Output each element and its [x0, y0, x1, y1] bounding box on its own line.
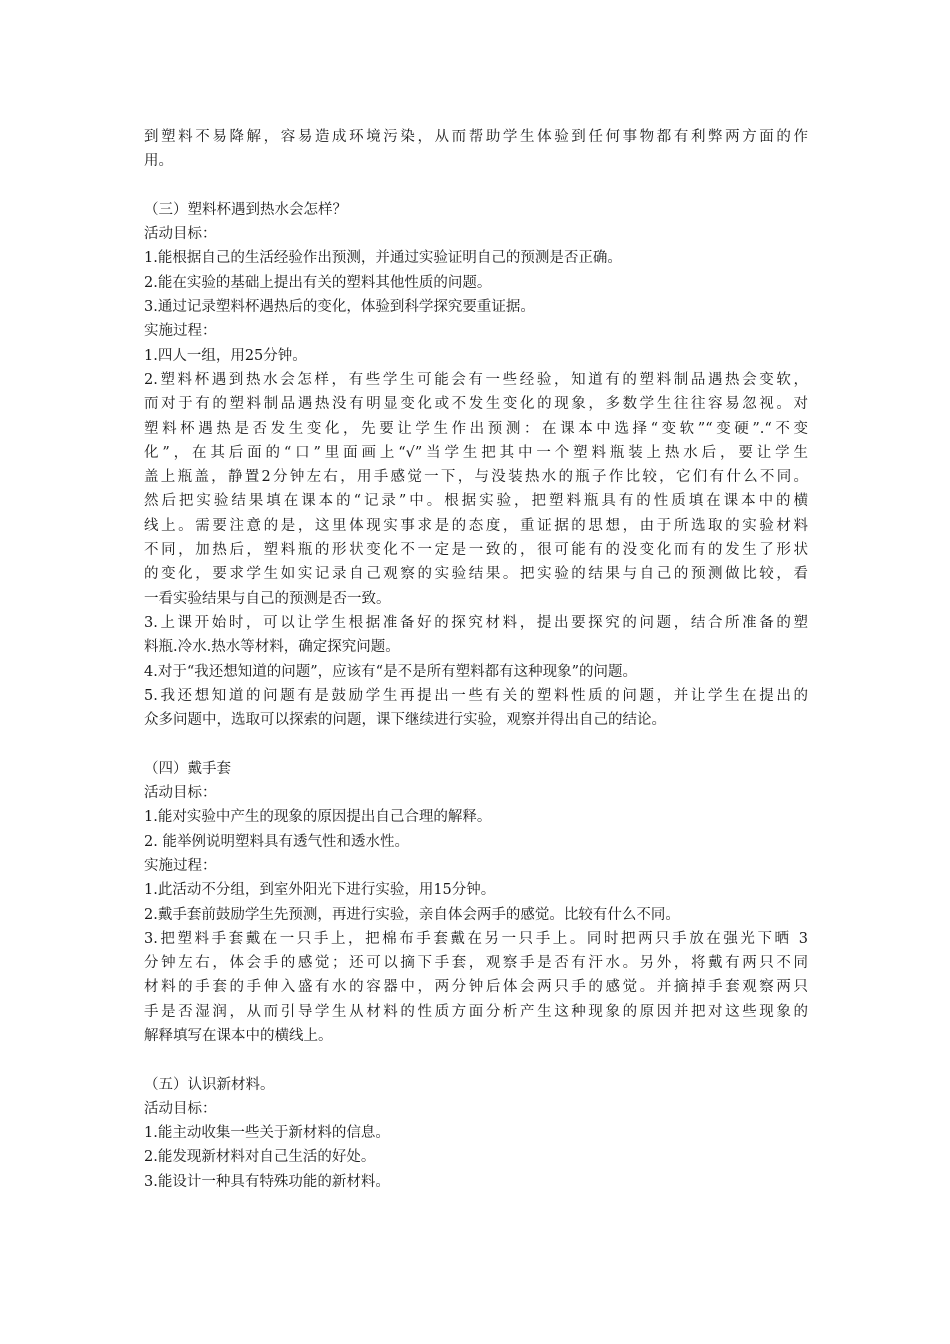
section-3-process-line: 众多问题中，选取可以探索的问题，课下继续进行实验，观察并得出自己的结论。 — [144, 712, 666, 729]
section-4-process-line: 2.戴手套前鼓励学生先预测，再进行实验，亲自体会两手的感觉。比较有什么不同。 — [144, 906, 680, 923]
section-3-process-line: 而对于有的塑料制品遇热没有明显变化或不发生变化的现象，多数学生往往容易忽视。对 — [144, 396, 808, 413]
section-4-process-line: 手是否湿润，从而引导学生从材料的性质方面分析产生这种现象的原因并把对这些现象的 — [144, 1003, 808, 1020]
section-4-heading: （四）戴手套 — [144, 760, 231, 777]
section-4-goal-label: 活动目标： — [144, 785, 217, 802]
section-4-process-line: 分钟左右，体会手的感觉；还可以摘下手套，观察手是否有汗水。另外，将戴有两只不同 — [144, 955, 808, 972]
section-3-process-line: 然后把实验结果填在课本的“记录”中。根据实验，把塑料瓶具有的性质填在课本中的横 — [144, 493, 808, 510]
section-3-process-line: 5.我还想知道的问题有是鼓励学生再提出一些有关的塑料性质的问题，并让学生在提出的 — [144, 687, 808, 704]
section-4-process-line: 材料的手套的手伸入盛有水的容器中，两分钟后体会两只手的感觉。并摘掉手套观察两只 — [144, 979, 808, 996]
section-4-process-line: 解释填写在课本中的横线上。 — [144, 1027, 333, 1044]
section-3-process-label: 实施过程： — [144, 323, 217, 340]
section-5-heading: （五）认识新材料。 — [144, 1076, 275, 1093]
section-5-goal: 2.能发现新材料对自己生活的好处。 — [144, 1149, 376, 1166]
section-3-goal: 3.通过记录塑料杯遇热后的变化，体验到科学探究要重证据。 — [144, 299, 535, 316]
section-3-goal: 1.能根据自己的生活经验作出预测，并通过实验证明自己的预测是否正确。 — [144, 250, 622, 267]
section-4-goal: 2. 能举例说明塑料具有透气性和透水性。 — [144, 833, 409, 850]
paragraph-gap — [144, 732, 808, 756]
paragraph-gap — [144, 174, 808, 198]
section-4-goal: 1.能对实验中产生的现象的原因提出自己合理的解释。 — [144, 809, 492, 826]
section-3-process-line: 盖上瓶盖，静置2分钟左右，用手感觉一下，与没装热水的瓶子作比较，它们有什么不同。 — [144, 469, 808, 486]
section-4-process-line: 1.此活动不分组，到室外阳光下进行实验，用15分钟。 — [144, 882, 496, 899]
section-3-heading: （三）塑料杯遇到热水会怎样？ — [144, 201, 347, 218]
intro-line: 到塑料不易降解，容易造成环境污染，从而帮助学生体验到任何事物都有利弊两方面的作 — [144, 129, 808, 145]
section-3-goal: 2.能在实验的基础上提出有关的塑料其他性质的问题。 — [144, 274, 492, 291]
section-3-process-line: 塑料杯遇热是否发生变化，先要让学生作出预测：在课本中选择“变软”“变硬”.“不变 — [144, 420, 808, 437]
section-4-process-label: 实施过程： — [144, 857, 217, 874]
section-4-process-line: 3.把塑料手套戴在一只手上，把棉布手套戴在另一只手上。同时把两只手放在强光下晒 3 — [144, 930, 808, 947]
document-page — [144, 125, 808, 1194]
section-3-goal-label: 活动目标： — [144, 226, 217, 243]
intro-line: 用。 — [144, 153, 173, 170]
section-3-process-line: 2.塑料杯遇到热水会怎样，有些学生可能会有一些经验，知道有的塑料制品遇热会变软， — [144, 371, 808, 388]
section-5-goal: 3.能设计一种具有特殊功能的新材料。 — [144, 1173, 390, 1190]
section-3-process-line: 1.四人一组，用25分钟。 — [144, 347, 307, 364]
section-5-goal-label: 活动目标： — [144, 1100, 217, 1117]
paragraph-gap — [144, 1048, 808, 1072]
section-3-process-line: 的变化，要求学生如实记录自己观察的实验结果。把实验的结果与自己的预测做比较，看 — [144, 566, 808, 583]
section-3-process-line: 料瓶.冷水.热水等材料，确定探究问题。 — [144, 639, 400, 656]
section-3-process-line: 4.对于“我还想知道的问题”，应该有“是不是所有塑料都有这种现象”的问题。 — [144, 663, 637, 680]
section-3-process-line: 一看实验结果与自己的预测是否一致。 — [144, 590, 391, 607]
section-3-process-line: 不同，加热后，塑料瓶的形状变化不一定是一致的，很可能有的没变化而有的发生了形状 — [144, 542, 808, 559]
section-3-process-line: 3.上课开始时，可以让学生根据准备好的探究材料，提出要探究的问题，结合所准备的塑 — [144, 614, 808, 631]
section-3-process-line: 化”，在其后面的“口”里面画上“√”当学生把其中一个塑料瓶装上热水后，要让学生 — [144, 444, 808, 461]
section-5-goal: 1.能主动收集一些关于新材料的信息。 — [144, 1125, 390, 1142]
section-3-process-line: 线上。需要注意的是，这里体现实事求是的态度，重证据的思想，由于所选取的实验材料 — [144, 517, 808, 534]
